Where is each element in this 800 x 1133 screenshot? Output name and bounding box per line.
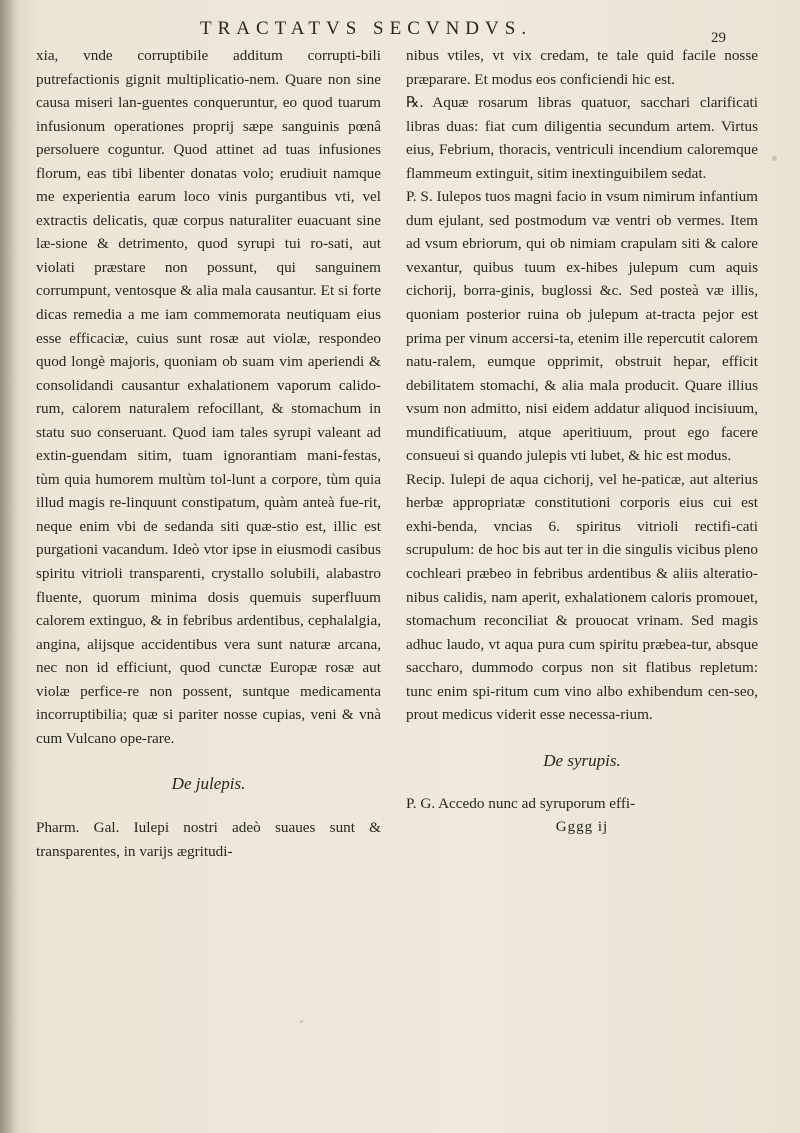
paper-blemish	[772, 156, 777, 161]
right-paragraph-3: P. S. Iulepos tuos magni facio in vsum nimirum infantium dum ejulant, sed postmodum væ ventri ob vermes. Item ad vsum ebriorum, qui ob nimiam crapulam siti & calore vexantur, quibus tuum ex-hibes julepum cum aquis cichorij, borra-ginis, buglossi &c. Sed posteà væ illis, quoniam posterior ruina ob julepum at-tracta pejor est prima per vinum accersi-ta, etenim ille repercutit calorem natu-ralem, eumque opprimit, obstruit hepar, efficit debilitatem stomachi, & alia mala producit. Quare illius vsum non admitto, nisi eidem addatur aliquod incisiuum, mundificatiuum, atque aperitiuum, prout ego facere consueui si quando julepis vti lubet, & hic est modus.	[406, 188, 758, 465]
right-paragraph-1: nibus vtiles, vt vix credam, te tale quid facile nosse præparare. Et modus eos conficiendi hic est.	[406, 47, 758, 88]
section-heading-julepis: De julepis.	[171, 774, 246, 794]
left-paragraph-2: Pharm. Gal. Iulepi nostri adeò suaues sunt & transparentes, in varijs ægritudi-	[36, 818, 381, 860]
gutter-shadow	[0, 0, 18, 1133]
page-number: 29	[711, 30, 726, 46]
paper-blemish	[300, 1020, 303, 1023]
left-column	[36, 44, 381, 863]
section-heading-syrupis: De syrupis.	[543, 750, 621, 770]
left-paragraph-1: xia, vnde corruptibile additum corrupti-bili putrefactionis gignit multiplicatio-nem. Quare non sine causa miseri lan-guentes conqueruntur, eo quod tuarum infusionum operationes proprij sæpe sanguinis pœnâ persoluere coguntur. Quod attinet ad tuas infusiones florum, eas tibi libenter donatas volo; erudiuit namque me experientia earum loco vinis purgantibus vti, vel extractis delicatis, quæ corpus naturaliter euacuant sine læ-sione & detrimento, quod syrupi tui ro-sati, aut violati præstare non possunt, qui sanguinem corrumpunt, ventosque & alia mala causantur. Et si forte dicas remedia a me iam commemorata neutiquam eius esse efficaciæ, cuius sunt rosæ aut violæ, respondeo quod longè majoris, quoniam ob suam vim aperiendi & consolidandi causantur exhalationem vaporum calido-rum, calorem naturalem refocillant, & stomachum in statu suo conseruant. Quod iam tales syrupi valeant ad extin-guendam sitim, tuam ignorantiam mani-festas, tùm quia humorem multùm tol-lunt a corpore, tùm quia illud magis re-linquunt constipatum, quàm anteà fue-rit, neque enim vbi de sedanda siti quæ-stio est, illic est purgationi vacandum. Ideò vtor ipse in eiusmodi casibus spiritu vitrioli transparenti, crystallo solubili, alabastro fluente, quorum minima dosis quemuis superfluum calorem extinguo, & in febribus ardentibus, cephalalgia, angina, alijsque accidentibus vera sunt naturæ arcana, nec non id efficiunt, quod cunctæ Europæ rosæ aut violæ perfice-re non possent, suntque medicamenta incorruptibilia; quæ si pariter nosse cupias, veni & vnà cum Vulcano ope-rare.	[36, 47, 381, 747]
right-column	[406, 44, 758, 840]
right-paragraph-5: P. G. Accedo nunc ad syruporum effi-	[406, 795, 636, 813]
signature-mark: Gggg ij	[555, 818, 609, 835]
running-head: TRACTATVS SECVNDVS.	[200, 18, 533, 39]
right-paragraph-2: ℞. Aquæ rosarum libras quatuor, sacchari clarificati libras duas: fiat cum diligentia secundum artem. Virtus eius, Febrium, thoracis, ventriculi incendium caloremque flammeum extinguit, sitim inextinguibilem sedat.	[406, 94, 758, 182]
right-paragraph-4: Recip. Iulepi de aqua cichorij, vel he-paticæ, aut alterius herbæ appropriatæ constitutioni corporis eius cui est exhi-benda, vncias 6. spiritus vitrioli rectifi-cati scrupulum: de hoc bis aut ter in die singulis vicibus pleno cochleari præbeo in febribus ardentibus & aliis alteratio-nibus calidis, nam aperit, exhalationem caloris promouet, stomachum reconciliat & prouocat vrinam. Sed magis adhuc laudo, vt aqua pura cum spiritu præbea-tur, absque saccharo, dummodo corpus non sit flatibus repletum: tunc enim spi-ritum cum vino albo exhibendum cen-seo, prout medicus viderit esse necessa-rium.	[406, 470, 758, 724]
